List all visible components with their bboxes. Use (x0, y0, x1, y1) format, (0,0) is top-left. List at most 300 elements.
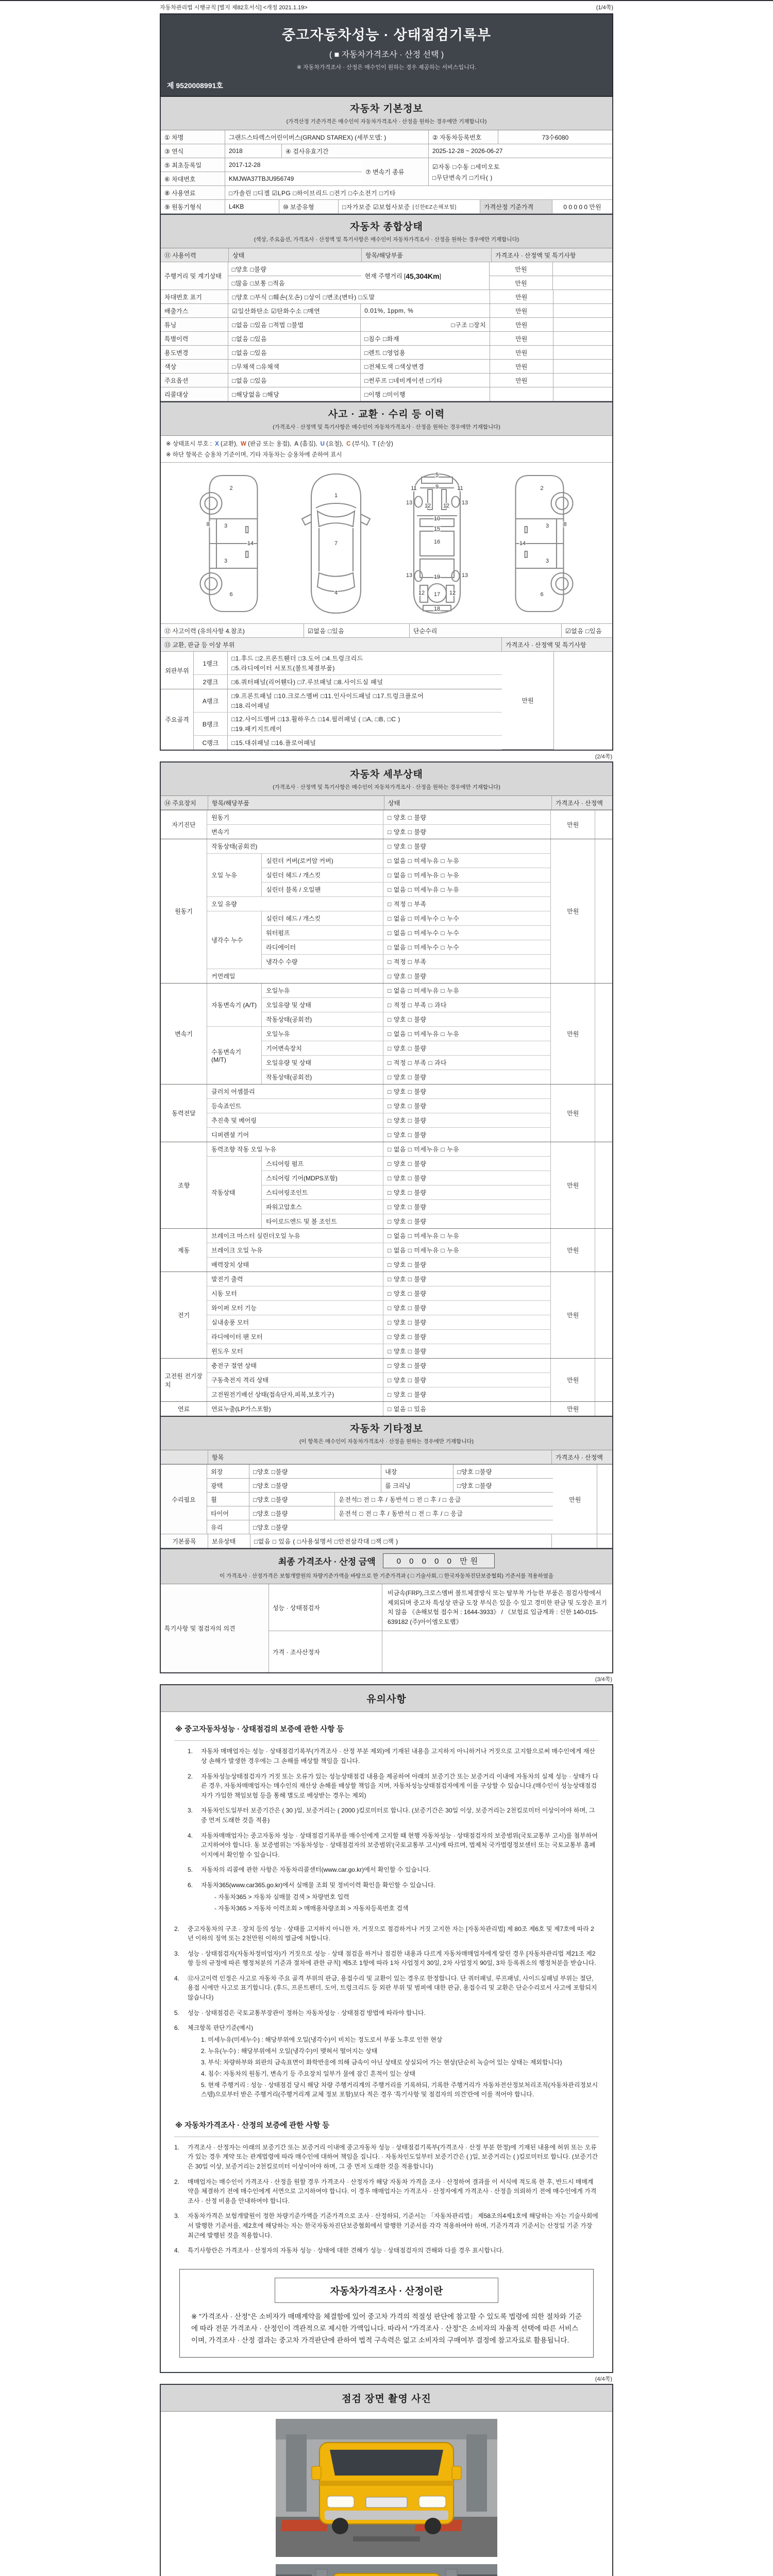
checkbox-group: □ 양호 □ 불량 (383, 1157, 551, 1171)
overall-col-state: 상태 (229, 248, 362, 262)
note-cell (553, 290, 613, 304)
current-mileage: 현재 주행거리 [ 45,304Km ] (361, 262, 490, 290)
notice-title: 유의사항 (366, 1694, 407, 1705)
section-final-price (160, 1549, 613, 1673)
device-label: 전기 (161, 1272, 207, 1358)
row-label: 용도변경 (161, 346, 228, 360)
field-label-fuel: ⑧ 사용연료 (161, 186, 225, 200)
detail-group (207, 911, 551, 969)
note-cell (595, 839, 612, 983)
rank-label: A랭크 (194, 689, 228, 712)
note-cell (595, 1084, 612, 1142)
detail-section (161, 1142, 612, 1228)
part-checkbox-group: □침수 □화재 (361, 332, 490, 346)
notice-subitem: - 자동차365 > 자동차 이력조회 > 매매용차량조회 > 자동차등록번호 검색 (214, 1904, 409, 1912)
detail-section (161, 839, 612, 983)
document-title: 중고자동차성능 · 상태점검기록부 (281, 27, 492, 43)
note-cell (595, 1359, 612, 1401)
diagram-part-number: 3 (545, 523, 549, 530)
appraiser-opinion-text (382, 1631, 612, 1672)
overall-row (161, 290, 612, 304)
note-cell (553, 360, 613, 374)
detail-row (262, 940, 551, 955)
item-label: 연료누출(LP가스포함) (207, 1402, 383, 1416)
page-marker-2: (2/4쪽) (595, 754, 612, 760)
mileage-value: 45,304Km (406, 272, 440, 280)
detail-row (207, 1113, 551, 1128)
detail-section (161, 1358, 612, 1401)
device-label: 고전원 전기장치 (161, 1359, 207, 1401)
note-cell (595, 1272, 612, 1358)
detail-section (161, 810, 612, 839)
other-title: 자동차 기타정보 (350, 1423, 423, 1434)
checkbox-group: □양호 □불량 (453, 1479, 553, 1493)
checkbox-group: □없음 □있음 (228, 346, 361, 360)
row-label: 배출가스 (161, 304, 228, 318)
item-label: 냉각수 수량 (262, 955, 383, 969)
checkbox-group: □ 양호 □ 불량 (383, 1113, 551, 1127)
warranty-options: □자가보증 ☑보험사보증 [신한EZ손해보험] (339, 200, 480, 214)
rank-row (194, 736, 502, 750)
section-detail-status (160, 761, 613, 1417)
item-label: 작동상태(공회전) (262, 1070, 383, 1084)
diagram-part-number: 5 (435, 472, 439, 479)
rank-row (194, 652, 502, 675)
car-diagram-left-side (196, 471, 274, 616)
price-cell: 만원 (551, 839, 595, 983)
checkbox-group: □ 양호 □ 불량 (383, 1084, 551, 1098)
notice-section1-heading: ※ 중고자동차성능 · 상태점검의 보증에 관한 사항 등 (174, 1717, 599, 1741)
detail-row (262, 1012, 551, 1026)
detail-row (207, 1402, 551, 1416)
rank-row (194, 713, 502, 736)
price-cell: 만원 (551, 1229, 595, 1272)
definition-box-text: ※ "가격조사 · 산정"은 소비자가 매매계약을 체결함에 있어 중고차 가격의 적절성 판단에 참고할 수 있도록 법령에 의한 절차와 기준에 따라 전문 가격조사 · 산정인이 객관적으로 제시한 가액입니다. 따라서 "가격조사 · 산정"은 소비자의 자율적 선택에 따른 서비스이며, 가격조사 · 산정 결과는 중고차 가격판단에 관하여 법적 구속력은 없고 소비자의 구매여부 결정에 참고자료로 활용됩니다. (191, 2312, 582, 2344)
price-cell: 만원 (490, 346, 553, 360)
checkbox-group: □없음 □있음 (228, 332, 361, 346)
rank-label: 2랭크 (194, 675, 228, 689)
note-cell (553, 276, 612, 290)
field-label-warranty-type: ⑩ 보증유형 (279, 200, 339, 214)
note-cell (553, 262, 612, 276)
note-cell (597, 1465, 612, 1534)
item-label: 작동상태(공회전) (207, 839, 383, 853)
note-cell (595, 1402, 612, 1416)
detail-row (207, 1373, 551, 1387)
detail-section (161, 1228, 612, 1272)
item-label: 라디에이터 (262, 940, 383, 954)
price-cell (552, 1534, 597, 1548)
detail-row (207, 1330, 551, 1344)
detail-row (207, 1344, 551, 1358)
notice-item: 1. 자동차 매매업자는 성능 · 상태점검기록부(가격조사 · 산정 부분 제외)에 기재된 내용을 고지하지 아니하거나 거짓으로 고지함으로써 매수인에게 재산상 손해가 발생한 경우에는 그 손해를 배상할 책임을 집니다. (188, 1748, 595, 1765)
item-label: 실린더 블록 / 오일팬 (262, 883, 383, 896)
diagram-part-number: 6 (229, 591, 233, 598)
inspector-opinion-text: 비금속(FRP),크로스멤버 볼트체결방식 또는 탈부착 가능한 부품은 점검사항에서 제외되며 중고차 특성상 판금 도장 부식은 있을 수 있고 경미한 판금 및 도장은 표기치 않음 《손해보험 접수처 : 1644-3933》 / 《보험료 입금계좌 : 신한 140-015-639182 (주)아이엠오토랩》 (382, 1584, 612, 1631)
detail-group (207, 984, 551, 1027)
checkbox-group: □양호 □불량 (249, 1506, 335, 1520)
diagram-part-number: 13 (406, 572, 413, 579)
base-price-label: 가격산정 기준가격 (480, 200, 552, 214)
checkbox-group: □해당없음 □해당 (228, 387, 361, 401)
checkbox-group: □ 양호 □ 불량 (383, 810, 551, 824)
price-cell: 만원 (551, 1359, 595, 1401)
legend-symbols: ※ 상태표시 부호 : X (교환), W (판금 또는 용접), A (흠집), U (요철), C (부식), T (손상) (166, 441, 393, 447)
checkbox-group: □ 없음 □ 미세누유 □ 누유 (383, 1229, 551, 1243)
rank-label: C랭크 (194, 736, 228, 750)
item-label: 오일유량 및 상태 (262, 998, 383, 1012)
notice-item: 2. 매매업자는 매수인이 가격조사 · 산정을 원할 경우 가격조사 · 산정자가 해당 자동차 가격을 조사 · 산정하여 결과를 이 서식에 적도록 한 후, 반드시 매매계약을 체결하기 전에 매수인에게 서면으로 고지하여야 합니다. 이 경우 매매업자는 가격조사 · 산정자에게 가격조사 · 산정을 의뢰하기 전에 매수인에게 가격조사 · 산정 비용을 안내하여야 합니다. (174, 2178, 597, 2205)
rank-label: 1랭크 (194, 652, 228, 674)
price-cell: 만원 (502, 652, 554, 750)
state-symbol: A (294, 441, 299, 447)
detail-row (207, 825, 551, 839)
price-cell: 만원 (551, 1084, 595, 1142)
diagram-part-number: 13 (406, 500, 413, 506)
sub-item-label: 타이어 (207, 1506, 249, 1520)
price-cell (490, 387, 553, 401)
checkbox-group: □ 양호 □ 불량 (383, 1344, 551, 1358)
rank-items: □9.프론트패널 □10.크로스멤버 □11.인사이드패널 □17.트렁크플로어 □18.리어패널 (231, 692, 424, 709)
overall-row (161, 304, 612, 318)
row-label: 색상 (161, 360, 228, 374)
rank-items: □12.사이드멤버 □13.휠하우스 □14.필러패널 ( □A, □B, □C ) □19.패키지트레이 (231, 716, 400, 733)
checkbox-group: □ 양호 □ 불량 (383, 1373, 551, 1387)
checkbox-group: □양호 □불량 (453, 1465, 553, 1479)
notice-outer-items (174, 1924, 599, 2101)
sub-item-label: 내장 (381, 1465, 453, 1479)
notice-item: 3. 자동차가격은 보험개발원이 정한 차량기준가액을 기준가격으로 조사 · 산정하되, 기준서는 「자동차관리법」 제58조의4제1호에 해당하는 자는 기술사회에서 발행한 기준서를, 제2호에 해당하는 자는 한국자동차진단보증협회에서 발행한 기준서를 각각 적용하여야 하며, 기준가격과 기준서는 산정일 기준 가장 최근에 발행된 것을 적용합니다. (174, 2212, 598, 2239)
detail-section (161, 1401, 612, 1416)
note-cell (553, 346, 613, 360)
detail-row (207, 1128, 551, 1142)
checkbox-group: □ 적정 □ 부족 (383, 897, 551, 911)
diagram-part-number: 4 (334, 589, 338, 596)
item-label: 고전원전기배선 상태(접속단자,피복,보호기구) (207, 1387, 383, 1401)
checkbox-group: □ 없음 □ 미세누유 □ 누유 (383, 1142, 551, 1156)
field-label-reg-no: ② 자동차등록번호 (429, 130, 498, 144)
detail-row (207, 1099, 551, 1113)
item-label: 윈도우 모터 (207, 1344, 383, 1358)
page-marker-1: (1/4쪽) (596, 5, 613, 11)
price-cell: 만원 (551, 1142, 595, 1228)
item-label: 스티어링 기어(MDPS포함) (262, 1171, 383, 1185)
accident-subtitle: (가격조사 · 산정액 및 특기사항은 매수인이 자동차가격조사 · 산정을 원하는 경우에만 기재합니다) (273, 424, 500, 430)
checkbox-group: □ 없음 □ 미세누유 □ 누유 (383, 883, 551, 896)
rank-row (194, 675, 502, 689)
diagram-part-number: 12 (443, 502, 450, 509)
detail-subtitle: (가격조사 · 산정액 및 특기사항은 매수인이 자동차가격조사 · 산정을 원하는 경우에만 기재합니다) (273, 784, 500, 790)
checkbox-group: □ 적정 □ 부족 □ 과다 (383, 1056, 551, 1070)
checkbox-group: □ 양호 □ 불량 (383, 1171, 551, 1185)
basic-items-row (161, 1534, 612, 1548)
basic-items-label: 기본품목 (161, 1534, 208, 1548)
device-label: 조향 (161, 1142, 207, 1228)
checkbox-group: □ 적정 □ 부족 □ 과다 (383, 998, 551, 1012)
checkbox-group: □ 없음 □ 미세누유 □ 누유 (383, 868, 551, 882)
checkbox-group: □ 양호 □ 불량 (383, 1200, 551, 1214)
rank-group (161, 689, 502, 750)
detail-row (262, 926, 551, 940)
note-cell (553, 387, 613, 401)
checkbox-group: □ 없음 □ 미세누유 □ 누유 (383, 1027, 551, 1041)
page-top-border (0, 0, 773, 1)
page-marker-3: (3/4쪽) (595, 1676, 612, 1683)
notice-item: 6. 체크항목 판단기준(예시) 1. 미세누유(미세누수) : 해당부위에 오일(냉각수)이 비치는 정도로서 부품 노후로 인한 현상 2. 누유(누수) : 해당부위에서 오일(냉각수)이 맺혀서 떨어지는 상태 3. 부식: 차량하부와 외판의 금속표면이 화학반응에 의해 금속이 아닌 상태로 상실되어 가는 현상(단순히 녹슬어 있는 상태는 제외합니다) 4. 침수: 자동차의 원동기, 변속기 등 주요장치 일부가 물에 잠긴 흔적이 있는 상태 5. 현재 주행거리 : 성능 · 상태점검 당시 해당 차량 주행거리계의 주행거리를 기록하되, 기록한 주행거리가 자동차전산정보처리조직(자동차관리정보시스템)으로부터 받은 주행거리(주행거리계 교체 정보 포함)보다 적은 경우 '특기사항 및 점검자의 의견'란에 이를 적어야 합니다. (174, 2024, 598, 2098)
checkbox-group: □ 양호 □ 불량 (383, 1301, 551, 1315)
repair-needed-block (161, 1465, 612, 1534)
notice-item: 5. 성능 · 상태점검은 국토교통부장관이 정하는 자동차성능 · 상태점검 방법에 따라야 합니다. (174, 2009, 426, 2016)
inspector-label: 성능 · 상태점검자 (269, 1584, 382, 1631)
group-label: 자동변속기 (A/T) (207, 984, 262, 1026)
rank-table (161, 652, 612, 750)
checkbox-group: □무채색 □유채색 (228, 360, 361, 374)
notice-section2-items (174, 2143, 599, 2256)
item-label: 타이로드엔드 및 볼 조인트 (262, 1214, 383, 1228)
detail-row (262, 1185, 551, 1200)
accident-history-label: ⑫ 사고이력 (유의사항 4.참조) (161, 624, 304, 638)
field-label-transmission: ⑦ 변속기 종류 (362, 158, 429, 186)
group-label: 수동변속기 (M/T) (207, 1027, 262, 1084)
notice-section2-heading: ※ 자동차가격조사 · 산정의 보증에 관한 사항 등 (174, 2113, 599, 2137)
price-cell: 만원 (551, 1402, 595, 1416)
diagram-part-number: 17 (433, 591, 441, 598)
notice-item: 4. ⑫사고이력 인정은 사고로 자동차 주요 골격 부위의 판금, 용접수리 및 교환이 있는 경우로 한정합니다. 단 쿼터패널, 루프패널, 사이드실패널 부위는 절단, 용접 시에만 사고로 표기합니다. (후드, 프론트펜더, 도어, 트렁크리드 등 외판 부위 및 범퍼에 대한 판금, 용접수리 및 교환은 단순수리로서 사고에 포함되지 않습니다) (174, 1974, 597, 2002)
state-symbol: X (215, 441, 219, 447)
item-label: 변속기 (207, 825, 383, 839)
car-diagram-underbody (398, 471, 476, 616)
overall-row (161, 360, 612, 374)
detail-row (262, 998, 551, 1012)
sub-item-label: 외장 (207, 1465, 249, 1479)
seat-checkbox-group: 운전석 □ 전 □ 후 / 동반석 □ 전 □ 후 / □ 응급 (335, 1506, 553, 1520)
checkbox-group: □ 양호 □ 불량 (383, 1070, 551, 1084)
item-label: 라디에이터 팬 모터 (207, 1330, 383, 1344)
item-label: 충전구 절연 상태 (207, 1359, 383, 1372)
price-cell: 만원 (490, 374, 553, 387)
diagram-part-number: 3 (224, 557, 228, 564)
state-symbol-legend (161, 436, 612, 463)
item-label: 배력장치 상태 (207, 1258, 383, 1272)
field-label-first-reg: ⑤ 최초등록일 (161, 158, 225, 172)
detail-row (262, 1041, 551, 1056)
device-label: 동력전달 (161, 1084, 207, 1142)
price-cell: 만원 (490, 360, 553, 374)
detail-row (207, 1272, 551, 1286)
note-cell (595, 984, 612, 1084)
sub-item-label: 유리 (207, 1520, 249, 1534)
detail-group (207, 1157, 551, 1228)
section-inspection-photos (160, 2384, 613, 2576)
section-notice (160, 1684, 613, 2372)
overall-row (161, 374, 612, 387)
diagram-part-number: 16 (433, 539, 441, 546)
car-diagram-right-side (499, 471, 577, 616)
device-label: 자기진단 (161, 810, 207, 839)
row-label: 차대번호 표기 (161, 290, 228, 304)
sub-item-label: 광택 (207, 1479, 249, 1493)
notice-item: 3. 성능 · 상태점검자(자동차정비업자)가 거짓으로 성능 · 상태 점검을 하거나 점검한 내용과 다르게 자동차매매업자에게 알린 경우 [자동차관리법 제21조 제2항 등의 규정에 따른 행정처분의 기준과 절차에 관한 규칙] 제5조 1항에 따라 1차 사업정지 30일, 2차 사업정지 90일, 3차 등록취소의 행정처분을 받습니다. (174, 1950, 596, 1967)
detail-title: 자동차 세부상태 (350, 769, 423, 780)
inspection-photo-underbody (276, 2564, 497, 2576)
note-cell (553, 374, 613, 387)
rank-items: □1.후드 □2.프론트휀더 □3.도어 □4.트렁크리드 □5.라디에이터 서포트(볼트체결부품) (231, 655, 363, 672)
other-col-blank (161, 1450, 208, 1464)
diagram-part-number: 8 (563, 521, 567, 528)
field-value-year: 2018 (225, 144, 282, 158)
price-cell: 만원 (490, 276, 553, 290)
price-survey-note: ※ 자동차가격조사 · 산정은 매수인이 원하는 경우 제공하는 서비스입니다. (296, 64, 477, 71)
checkbox-group: □양호 □불량 (249, 1493, 335, 1506)
item-label: 추진축 및 베어링 (207, 1113, 383, 1127)
diagram-part-number: 18 (433, 605, 441, 612)
rank-row (194, 689, 502, 713)
seat-checkbox-group: 운전석□ 전 □ 후 / 동반석 □ 전 □ 후 / □ 응급 (335, 1493, 553, 1506)
note-cell (553, 332, 613, 346)
overall-row (161, 332, 612, 346)
sub-item-label: 휠 (207, 1493, 249, 1506)
field-value-engine-type: L4KB (225, 200, 279, 214)
detail-col-item: 항목/해당부품 (208, 796, 384, 810)
checkbox-group: □ 양호 □ 불량 (383, 1185, 551, 1199)
checkbox-group: □ 적정 □ 부족 (383, 955, 551, 969)
notice-subitem: - 자동차365 > 자동차 실매물 검색 > 차량번호 입력 (214, 1893, 349, 1901)
checkbox-group: □ 양호 □ 불량 (383, 1359, 551, 1372)
overall-rows (161, 262, 612, 401)
rank-group (161, 652, 502, 689)
page-marker-4: (4/4쪽) (595, 2376, 612, 2382)
item-label: 등속죠인트 (207, 1099, 383, 1113)
detail-col-price: 가격조사 · 산정액 (552, 796, 612, 810)
notice-subitem: 5. 현재 주행거리 : 성능 · 상태점검 당시 해당 차량 주행거리계의 주행거리를 기록하되, 기록한 주행거리가 자동차전산정보처리조직(자동차관리정보시스템)으로부터 받은 주행거리(주행거리계 교체 정보 포함)보다 적은 경우 '특기사항 및 점검자의 의견'란에 이를 적어야 합니다. (201, 2081, 598, 2098)
overall-row-mileage (161, 262, 612, 290)
legend-note: ※ 하단 항목은 승용차 기준이며, 기타 자동차는 승용차에 준하여 표시 (166, 452, 342, 458)
diagram-part-number: 12 (424, 502, 431, 509)
document-number: 제 9520008991호 (167, 81, 223, 90)
detail-row (207, 839, 551, 854)
price-cell: 만원 (553, 1465, 597, 1534)
diagram-part-number: 3 (545, 557, 549, 564)
accident-history-state: ☑없음 □있음 (304, 624, 410, 638)
rank-items: □15.대쉬패널 □16.플로어패널 (231, 739, 316, 747)
final-price-label: 최종 가격조사 · 산정 금액 (278, 1557, 376, 1567)
repair-row (207, 1465, 553, 1479)
field-value-car-name: 그랜드스타렉스어린이버스(GRAND STAREX) (세부모델: ) (225, 130, 429, 144)
sub-item-label: 룸 크리닝 (381, 1479, 453, 1493)
diagram-part-number: 11 (411, 485, 417, 492)
detail-row (262, 984, 551, 998)
detail-row (262, 1070, 551, 1084)
checkbox-group: □ 양호 □ 불량 (383, 825, 551, 839)
notice-item: 2. 자동차성능상태점검자가 거짓 또는 오류가 있는 성능상태점검 내용을 제공하여 아래의 보증기간 또는 보증거리 이내에 자동차의 실제 성능 · 상태가 다른 경우, 자동차매매업자는 매수인의 재산상 손해를 배상할 책임을 지며, 자동차성능상태점검자에게 이를 구상할 수 있습니다.(매수인이 성능상태점검자가 가입한 책임보험 등을 통해 별도로 배상받는 경우는 제외) (188, 1772, 599, 1799)
notice-item: 1. 가격조사 · 산정자는 아래의 보증기간 또는 보증거리 이내에 중고자동차 성능 · 상태점검기록부(가격조사 · 산정 부분 한정)에 기재된 내용에 허위 또는 오류가 있는 경우 계약 또는 관계법령에 따라 매수인에 대하여 책임을 집니다. · 자동차인도일부터 보증기간은 ( )일, 보증거리는 ( )킬로미터로 합니다. (보증기간은 30일 이상, 보증거리는 2천킬로미터 이상이어야 하며, 그 중 먼저 도래한 것을 적용합니다) (174, 2143, 598, 2171)
panel-rank-rows (161, 652, 612, 750)
insurer-name: [신한EZ손해보험] (412, 204, 457, 210)
detail-section (161, 1084, 612, 1142)
item-label: 오일누유 (262, 1027, 383, 1041)
repair-row (207, 1506, 553, 1520)
appraiser-label: 가격 · 조사산정자 (269, 1631, 382, 1672)
checkbox-group: □ 없음 □ 미세누유 □ 누유 (383, 854, 551, 868)
accident-title: 사고 · 교환 · 수리 등 이력 (328, 409, 445, 420)
final-price-amount: 0 0 0 0 0 만원 (383, 1553, 495, 1568)
checkbox-group: □ 없음 □ 미세누수 □ 누수 (383, 926, 551, 940)
price-cell: 만원 (490, 318, 553, 332)
detail-row (207, 1084, 551, 1099)
document-title-block (160, 13, 613, 97)
group-label: 냉각수 누수 (207, 911, 262, 969)
detail-row (262, 1171, 551, 1185)
rank-group-label: 외판부위 (161, 652, 194, 689)
rank-items: □6.쿼터패널(리어휀다) □7.루브패널 □8.사이드실 패널 (231, 679, 383, 686)
diagram-part-number: 13 (461, 572, 468, 579)
item-label: 오일유량 및 상태 (262, 1056, 383, 1070)
diagram-part-number: 2 (540, 485, 544, 492)
item-label: 동력조향 작동 오일 누유 (207, 1142, 383, 1156)
field-value-first-reg: 2017-12-28 (225, 158, 362, 172)
detail-row (262, 911, 551, 926)
item-label: 스티어링 펌프 (262, 1157, 383, 1171)
field-label-year: ③ 연식 (161, 144, 225, 158)
item-label: 워터펌프 (262, 926, 383, 940)
checkbox-group: □ 없음 □ 미세누유 □ 누유 (383, 984, 551, 997)
item-label: 파워고압호스 (262, 1200, 383, 1214)
repair-row (207, 1493, 553, 1506)
detail-row (207, 1315, 551, 1330)
item-label: 실린더 헤드 / 개스킷 (262, 868, 383, 882)
notice-section1-items (188, 1747, 599, 1914)
row-label: 주행거리 및 계기상태 (161, 262, 228, 290)
diagram-part-number: 12 (449, 589, 456, 596)
diagram-part-number: 14 (247, 540, 254, 547)
item-label: 와이퍼 모터 기능 (207, 1301, 383, 1315)
diagram-part-number: 3 (224, 523, 228, 530)
item-label: 시동 모터 (207, 1286, 383, 1300)
item-label: 브레이크 오일 누유 (207, 1243, 383, 1257)
field-label-inspection-period: ④ 검사유효기간 (282, 144, 429, 158)
part-checkbox-group: 0.01%, 1ppm, % (361, 304, 490, 318)
price-cell: 만원 (551, 984, 595, 1084)
part-checkbox-group: □썬루프 □네비게이션 □기타 (361, 374, 490, 387)
item-label: 디퍼렌셜 기어 (207, 1128, 383, 1142)
item-label: 기어변속장치 (262, 1041, 383, 1055)
document-page (160, 2, 613, 2576)
detail-col-state: 상태 (384, 796, 552, 810)
part-checkbox-group: □구조 □장치 (361, 318, 490, 332)
detail-row (207, 1286, 551, 1301)
note-cell (553, 304, 613, 318)
notice-subitem: 3. 부식: 차량하부와 외판의 금속표면이 화학반응에 의해 금속이 아닌 상태로 상실되어 가는 현상(단순히 녹슬어 있는 상태는 제외합니다) (201, 2058, 562, 2066)
note-cell (554, 652, 612, 750)
overall-col-price: 가격조사 · 산정액 및 특기사항 (492, 248, 612, 262)
item-label: 클러치 어셈블리 (207, 1084, 383, 1098)
simple-repair-label: 단순수리 (410, 624, 562, 638)
diagram-part-number: 13 (461, 500, 468, 506)
checkbox-group: □양호 □불량 (249, 1479, 381, 1493)
item-label: 오일누유 (262, 984, 383, 997)
checkbox-group: □없음 □있음 (228, 374, 361, 387)
other-subtitle: (이 항목은 매수인이 자동차가격조사 · 산정을 원하는 경우에만 기재합니다) (299, 1438, 474, 1445)
diagram-part-number: 1 (334, 492, 338, 499)
detail-row (262, 868, 551, 883)
price-cell: 만원 (490, 290, 553, 304)
field-label-vin: ⑥ 차대번호 (161, 172, 225, 186)
detail-row (262, 1200, 551, 1214)
detail-row (207, 1301, 551, 1315)
detail-section (161, 1272, 612, 1358)
checkbox-group: □ 양호 □ 불량 (383, 1099, 551, 1113)
diagram-part-number: 19 (433, 573, 441, 580)
